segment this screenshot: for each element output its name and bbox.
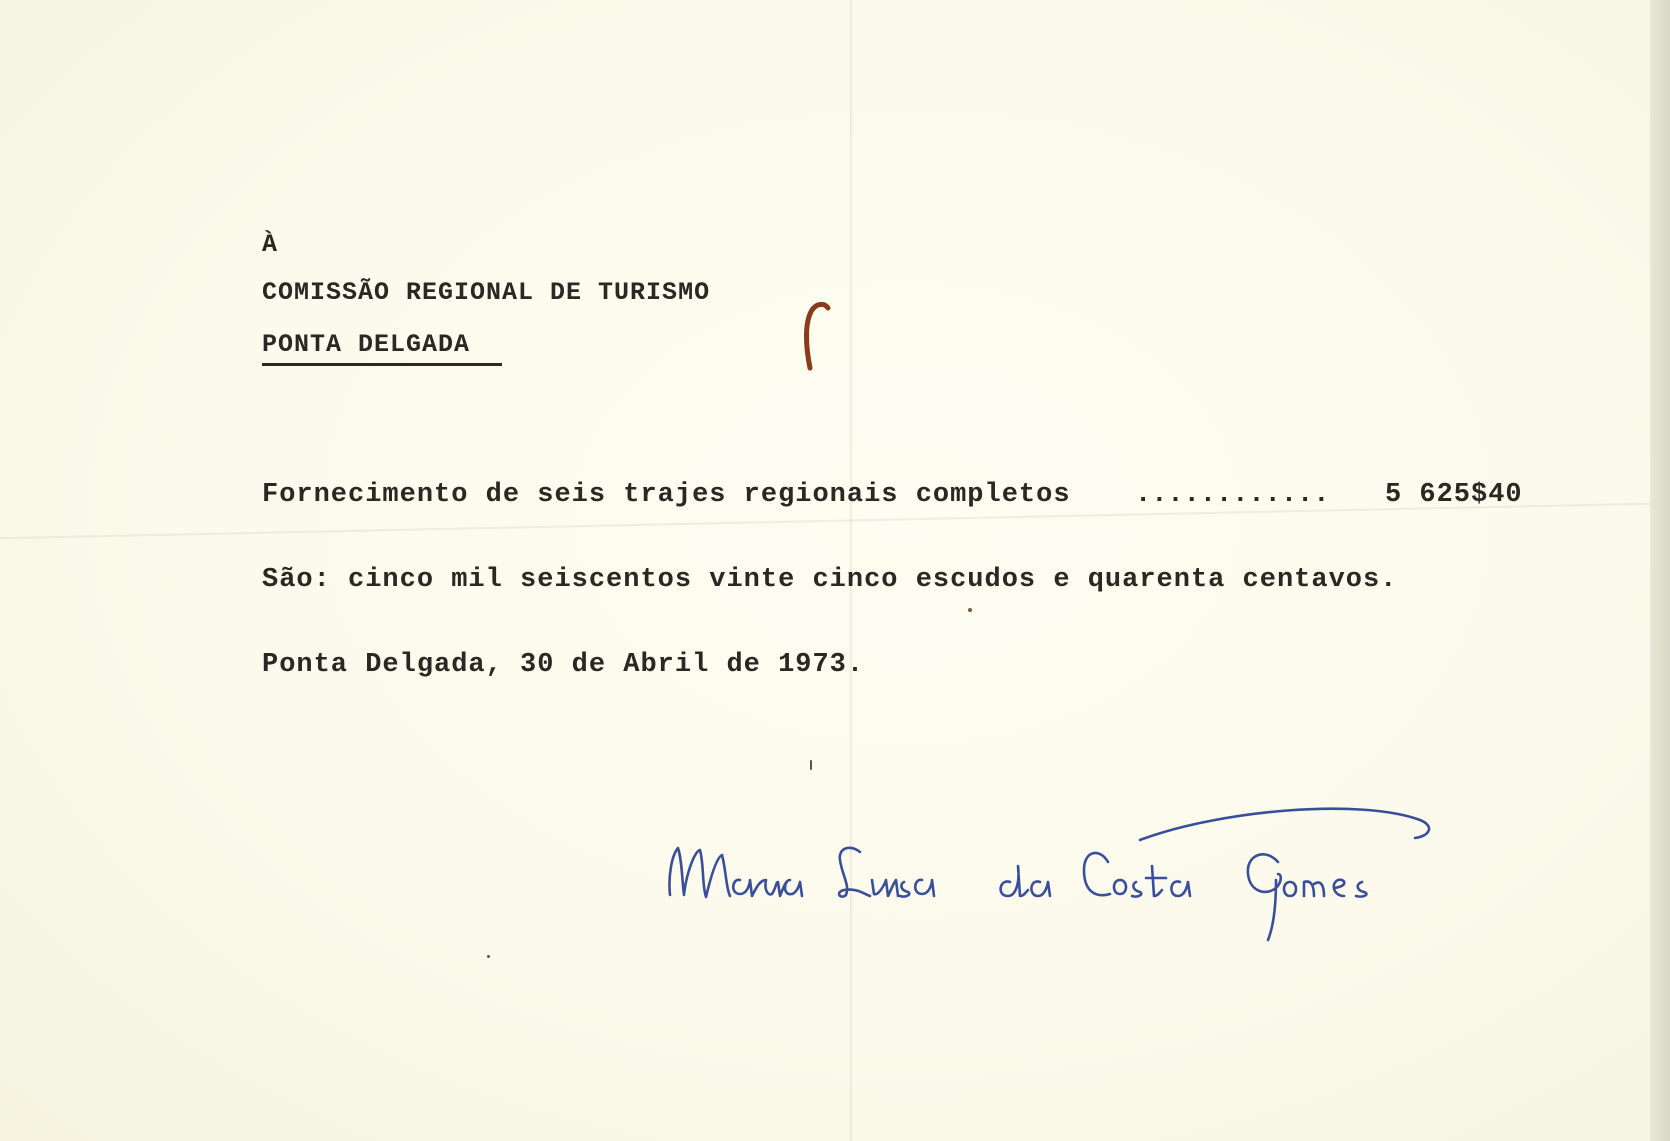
amount-in-words: São: cinco mil seiscentos vinte cinco escudos e quarenta centavos.	[262, 565, 1398, 595]
paper-edge-shadow	[1650, 0, 1670, 1141]
paper-speck	[968, 608, 972, 612]
handwritten-signature	[660, 800, 1520, 950]
dateline: Ponta Delgada, 30 de Abril de 1973.	[262, 650, 865, 680]
line-item-leader-dots: ............	[1135, 480, 1330, 510]
address-city-underline	[262, 363, 502, 366]
address-city: PONTA DELGADA	[262, 330, 471, 359]
address-salutation: À	[262, 230, 279, 259]
paper-speck	[810, 760, 812, 770]
ink-stain-mark	[800, 298, 840, 378]
address-organization: COMISSÃO REGIONAL DE TURISMO	[262, 278, 711, 307]
line-item-description: Fornecimento de seis trajes regionais completos	[262, 480, 1071, 510]
paper-speck	[487, 955, 490, 958]
line-item-amount: 5 625$40	[1385, 480, 1523, 510]
